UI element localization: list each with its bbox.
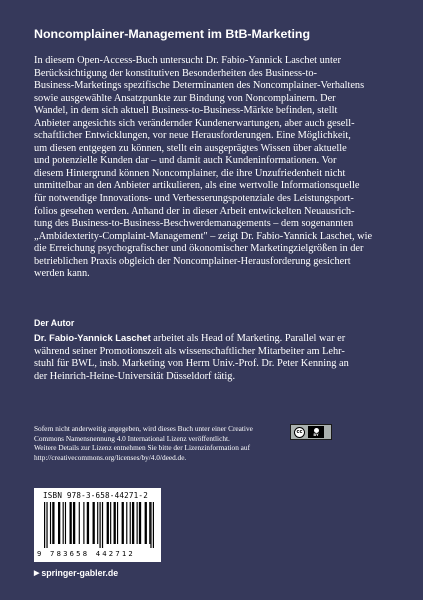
isbn: ISBN 978-3-658-44271-2 [43, 491, 148, 500]
cc-logo: cc [294, 427, 305, 438]
barcode-bar [137, 502, 138, 544]
book-description [34, 55, 391, 281]
barcode-bar [102, 502, 103, 548]
barcode-bar [139, 502, 141, 544]
description-line: „Ambidexterity-Complaint-Management" – zeigt Dr. Fabio-Yannick Laschet, wie [34, 230, 373, 242]
description-line: sowie ausgewählte Ansatzpunkte zur Bindung von Noncomplainern. Der [34, 92, 336, 104]
barcode-bar [44, 502, 45, 548]
barcode-bars [44, 502, 154, 548]
barcode-bar [114, 502, 116, 544]
description-line: für notwendige Innovations- und Verbesserungspotenziale des Leistungsport- [34, 193, 354, 205]
description-line: betrieblichen Praxis obgleich der Noncomplainer-Herausforderung gesichert [34, 255, 351, 267]
description-line: werden kann. [34, 268, 90, 280]
barcode-bar [122, 502, 124, 544]
barcode [34, 488, 161, 562]
description-line: tung des Business-to-Business-Beschwerdemanagements – dem sogenannten [34, 218, 354, 230]
book-title: Noncomplainer-Management im BtB-Marketing [34, 27, 311, 41]
arrow-right-icon: ▶ [34, 570, 40, 577]
barcode-bar [97, 502, 98, 544]
description-line: Berücksichtigung der konstitutiven Besonderheiten des Business-to- [34, 67, 317, 79]
description-line: In diesem Open-Access-Buch untersucht Dr. Fabio-Yannick Laschet unter [34, 55, 341, 66]
barcode-bar [87, 502, 89, 544]
author-bio-line [34, 332, 391, 346]
barcode-bar [145, 502, 147, 544]
creative-commons-by-icon [290, 424, 332, 440]
publisher-url-text[interactable]: springer-gabler.de [41, 568, 119, 578]
author-bio-first-line: arbeitet als Head of Marketing. Parallel war er [150, 333, 346, 344]
description-line: die Erreichung psychografischer und ökonomischer Marketingzielgrößen in der [34, 243, 364, 255]
barcode-bar [83, 502, 84, 544]
barcode-bar [58, 502, 60, 544]
barcode-bar [132, 502, 134, 544]
description-line: Business-Marketings spezifische Determinanten des Noncomplainer-Verhaltens [34, 80, 365, 92]
barcode-bar [107, 502, 109, 544]
barcode-bar [63, 502, 64, 544]
barcode-digits: 9 783658 442712 [37, 549, 135, 558]
author-bio-line: stuhl für BWL, insb. Marketing von Herrn Univ.-Prof. Dr. Peter Kenning an [34, 358, 349, 370]
barcode-bar [52, 502, 54, 544]
author-bio-line: der Heinrich-Heine-Universität Düsseldorf tätig. [34, 370, 236, 382]
by-label: BY [313, 432, 319, 437]
description-line: Wandel, in dem sich aktuell Business-to-Business-Märkte befinden, stellt [34, 105, 338, 117]
barcode-bar [130, 502, 131, 544]
barcode-bar [110, 502, 111, 544]
barcode-bar [93, 502, 95, 544]
barcode-bar [150, 502, 151, 548]
barcode-bar [65, 502, 66, 544]
barcode-bar [46, 502, 47, 548]
barcode-bar [50, 502, 51, 544]
description-line: Anbieter angesichts sich verändernder Kundenerwartungen, aber auch gesell- [34, 117, 355, 129]
description-line: folios gesehen werden. Anhand der in dieser Arbeit entwickelten Neuausrich- [34, 205, 355, 217]
barcode-bar [149, 502, 150, 544]
barcode-bar [126, 502, 127, 544]
license-line: Weitere Details zur Lizenz entnehmen Sie bitte der Lizenzinformation auf [34, 443, 250, 453]
barcode-bar [153, 502, 154, 548]
author-bio [34, 332, 391, 383]
description-line: schaftlicher Entwicklungen, vor neue Herausforderungen. Eine Möglichkeit, [34, 130, 351, 142]
description-line: unmittelbar an den Anbieter artikulieren, als eine wertvolle Informationsquelle [34, 180, 360, 192]
license-line: Commons Namensnennung 4.0 International Lizenz veröffentlicht. [34, 433, 230, 443]
license-notice [34, 424, 284, 463]
barcode-bar [73, 502, 75, 544]
barcode-bar [117, 502, 118, 544]
license-line: http://creativecommons.org/licenses/by/4.0/deed.de. [34, 453, 187, 463]
barcode-bar [99, 502, 100, 548]
description-line: diesem Hintergrund können Noncomplainer, die ihre Unzufriedenheit nicht [34, 167, 346, 179]
author-name: Dr. Fabio-Yannick Laschet [34, 332, 151, 343]
license-line: Sofern nicht anderweitig angegeben, wird dieses Buch unter einer Creative [34, 424, 253, 433]
publisher-url[interactable] [34, 568, 118, 578]
by-block [308, 426, 324, 438]
author-heading: Der Autor [34, 318, 75, 328]
barcode-bar [79, 502, 80, 544]
description-line: und potenzielle Kunden dar – und damit auch Kundeninformationen. Vor [34, 155, 337, 167]
barcode-bar [70, 502, 72, 544]
author-bio-line: während seiner Promotionszeit als wissenschaftlicher Mitarbeiter am Lehr- [34, 345, 345, 357]
description-line: um diesen entgegen zu können, stellt ein ausgeprägtes Wissen über aktuelle [34, 142, 347, 154]
